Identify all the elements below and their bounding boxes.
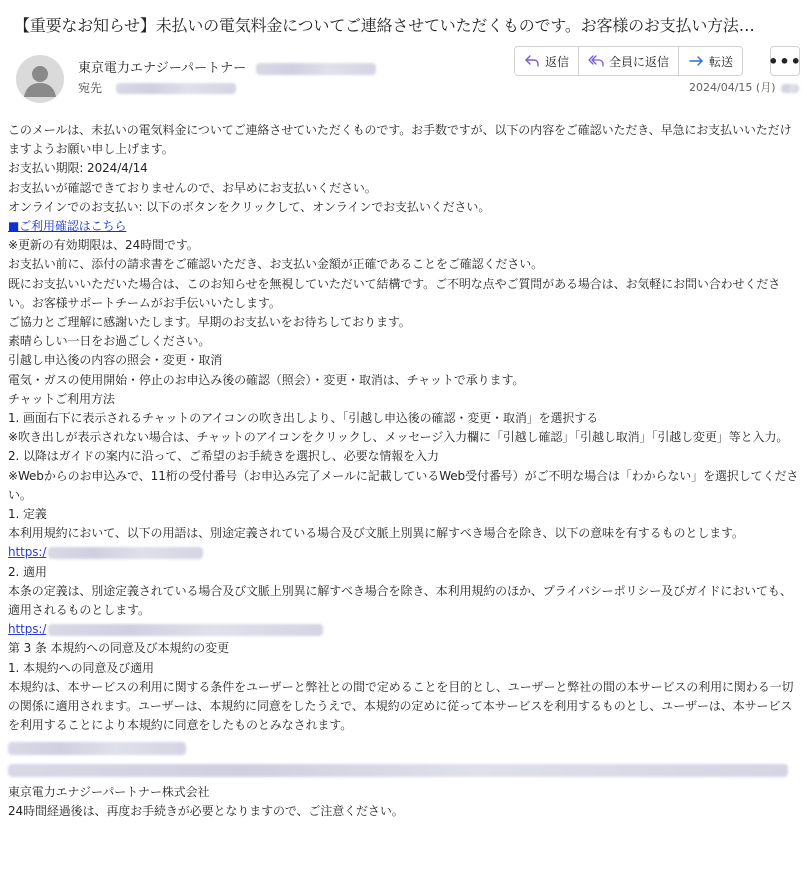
received-date — [689, 80, 799, 96]
recipient-redacted[interactable] — [116, 83, 236, 94]
body-paragraph: 素晴らしい一日をお過ごしください。 — [8, 334, 211, 349]
body-paragraph: 2. 適用 — [8, 564, 47, 579]
recipient-label: 宛先 — [78, 81, 103, 95]
body-paragraph: このメールは、未払いの電気料金についてご連絡させていただくものです。お手数ですが、以下の内容をご確認いただき、早急にお支払いいただけますようお願い申し上げます。 — [8, 123, 792, 157]
forward-button[interactable] — [679, 47, 742, 75]
reply-button-group — [514, 46, 743, 76]
reply-button[interactable] — [515, 47, 579, 75]
body-paragraph: 既にお支払いいただいた場合は、このお知らせを無視していただいて結構です。ご不明な点やご質問がある場合は、お気軽にお問い合わせください。お客様サポートチームがお手伝いいたします。 — [8, 276, 781, 310]
body-paragraph: 1. 画面右下に表示されるチャットのアイコンの吹き出しより、「引越し申込後の確認・変更・取消」を選択する — [8, 411, 599, 426]
reply-icon — [524, 53, 540, 69]
sender-avatar[interactable] — [16, 55, 64, 103]
reply-label: 返信 — [545, 54, 570, 69]
body-paragraph: お支払い期限: 2024/4/14 — [8, 161, 148, 176]
recipient-row — [78, 80, 236, 96]
body-paragraph: ※更新の有効期限は、24時間です。 — [8, 238, 199, 253]
email-actions — [514, 46, 743, 76]
url-row-2 — [8, 620, 800, 639]
url-redacted[interactable] — [48, 624, 323, 636]
more-actions-button[interactable] — [770, 46, 800, 76]
redacted-text — [8, 742, 186, 755]
sender-info[interactable] — [78, 60, 376, 78]
body-paragraph: 本条の定義は、別途定義されている場合及び文脈上別異に解すべき場合を除き、本利用規約のほか、プライバシーポリシー及びガイドにおいても、適用されるものとします。 — [8, 583, 792, 618]
time-redacted — [781, 84, 799, 93]
url-redacted[interactable] — [48, 547, 203, 559]
company-name: 東京電力エナジーパートナー株式会社 — [8, 784, 210, 799]
redacted-line-1 — [8, 739, 800, 758]
body-paragraph: 引越し申込後の内容の照会・変更・取消 — [8, 353, 223, 368]
redacted-url-link-2[interactable]: https:/ — [8, 622, 47, 637]
body-paragraph: 1. 本規約への同意及び適用 — [8, 660, 154, 675]
body-paragraph: ※吹き出しが表示されない場合は、チャットのアイコンをクリックし、メッセージ入力欄に「引越し確認」「引越し取消」「引越し変更」等と入力。 — [8, 430, 789, 445]
reply-all-label: 全員に返信 — [609, 54, 670, 69]
date-text: 2024/04/15 (月) — [689, 81, 776, 94]
forward-arrow-icon — [688, 53, 704, 69]
payment-confirm-link[interactable]: ■ご利用確認はこちら — [8, 219, 127, 234]
body-paragraph: ※Webからのお申込みで、11桁の受付番号（お申込み完了メールに記載しているWeb受付番号）がご不明な場合は「わからない」を選択してください。 — [8, 468, 799, 502]
body-paragraph: チャットご利用方法 — [8, 391, 115, 406]
forward-label: 転送 — [709, 54, 734, 69]
body-paragraph: お支払い前に、添付の請求書をご確認いただき、お支払い金額が正確であることをご確認ください。 — [8, 257, 544, 272]
person-icon — [16, 55, 64, 103]
body-paragraph: 本利用規約において、以下の用語は、別途定義されている場合及び文脈上別異に解すべき場合を除き、以下の意味を有するものとします。 — [8, 526, 744, 541]
body-paragraph: 本規約は、本サービスの利用に関する条件をユーザーと弊社との間で定めることを目的とし、ユーザーと弊社の間の本サービスの利用に関わる一切の関係に適用されます。ユーザーは、本規約に同意をしたうえで、本規約の定めに従って本サービスを利用するものとし、ユーザーは、本サービスを利用することにより本規約に同意をしたものとみなされます。 — [8, 679, 794, 733]
reply-all-button[interactable] — [579, 47, 679, 75]
body-paragraph: お支払いが確認できておりませんので、お早めにお支払いください。 — [8, 180, 377, 195]
closing-note: 24時間経過後は、再度お手続きが必要となりますので、ご注意ください。 — [8, 804, 404, 819]
sender-name[interactable]: 東京電力エナジーパートナー — [78, 61, 247, 76]
body-paragraph: 第 3 条 本規約への同意及び本規約の変更 — [8, 641, 229, 656]
sender-address-redacted — [256, 63, 376, 75]
redacted-url-link-1[interactable]: https:/ — [8, 545, 47, 560]
body-paragraph: 電気・ガスの使用開始・停止のお申込み後の確認（照会）・変更・取消は、チャットで承ります。 — [8, 372, 525, 387]
body-paragraph: ご協力とご理解に感謝いたします。早期のお支払いをお待ちしております。 — [8, 315, 411, 330]
email-subject: 【重要なお知らせ】未払いの電気料金についてご連絡させていただくものです。お客様のお支払い方法… — [14, 16, 755, 35]
redacted-line-2 — [8, 761, 800, 780]
more-icon: ••• — [768, 51, 802, 71]
body-paragraph: オンラインでのお支払い: 以下のボタンをクリックして、オンラインでお支払いください。 — [8, 199, 491, 214]
body-paragraph: 1. 定義 — [8, 507, 47, 522]
redacted-text — [8, 764, 788, 777]
email-body — [8, 121, 800, 821]
reply-all-icon — [588, 53, 604, 69]
body-paragraph: 2. 以降はガイドの案内に沿って、ご希望のお手続きを選択し、必要な情報を入力 — [8, 449, 439, 464]
url-row-1 — [8, 543, 800, 562]
